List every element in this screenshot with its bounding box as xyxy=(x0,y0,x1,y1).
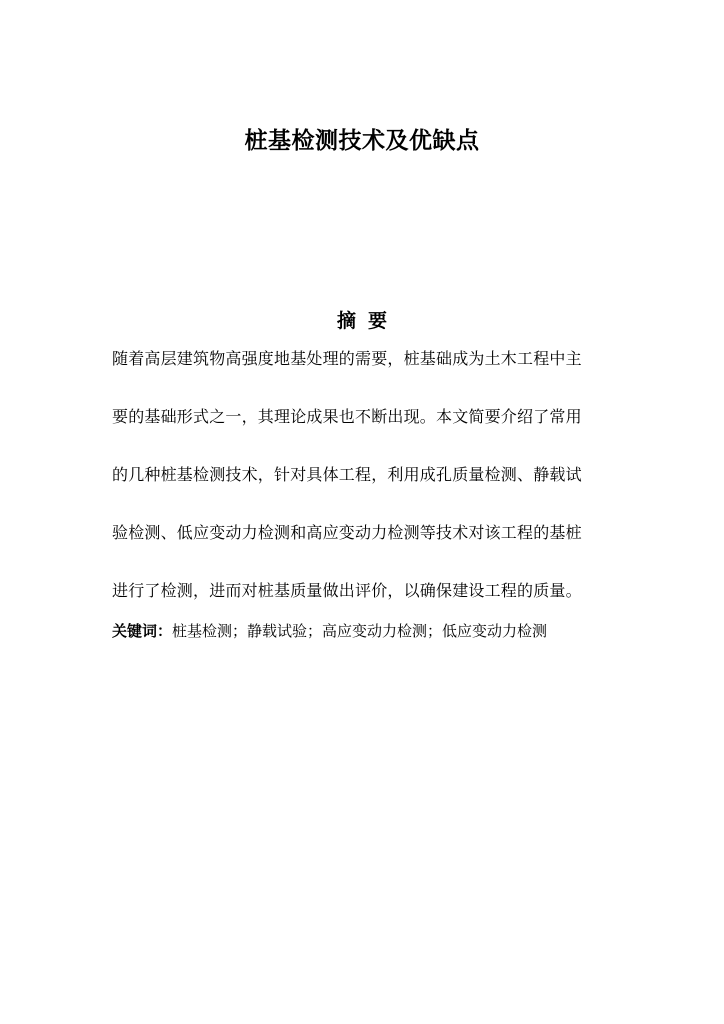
abstract-line: 进行了检测，进而对桩基质量做出评价，以确保建设工程的质量。 xyxy=(112,581,582,600)
abstract-heading: 摘要 xyxy=(336,310,399,332)
abstract-line: 要的基础形式之一，其理论成果也不断出现。本文简要介绍了常用 xyxy=(112,407,582,426)
abstract-body xyxy=(112,340,612,630)
keywords xyxy=(112,620,612,641)
keywords-text: 桩基检测；静载试验；高应变动力检测；低应变动力检测 xyxy=(172,622,548,640)
abstract-line: 随着高层建筑物高强度地基处理的需要，桩基础成为土木工程中主 xyxy=(112,349,582,368)
document-title: 桩基检测技术及优缺点 xyxy=(244,128,480,154)
abstract-line: 的几种桩基检测技术，针对具体工程，利用成孔质量检测、静载试 xyxy=(112,465,582,484)
abstract-line: 验检测、低应变动力检测和高应变动力检测等技术对该工程的基桩 xyxy=(112,523,582,542)
keywords-label: 关键词： xyxy=(112,622,173,640)
